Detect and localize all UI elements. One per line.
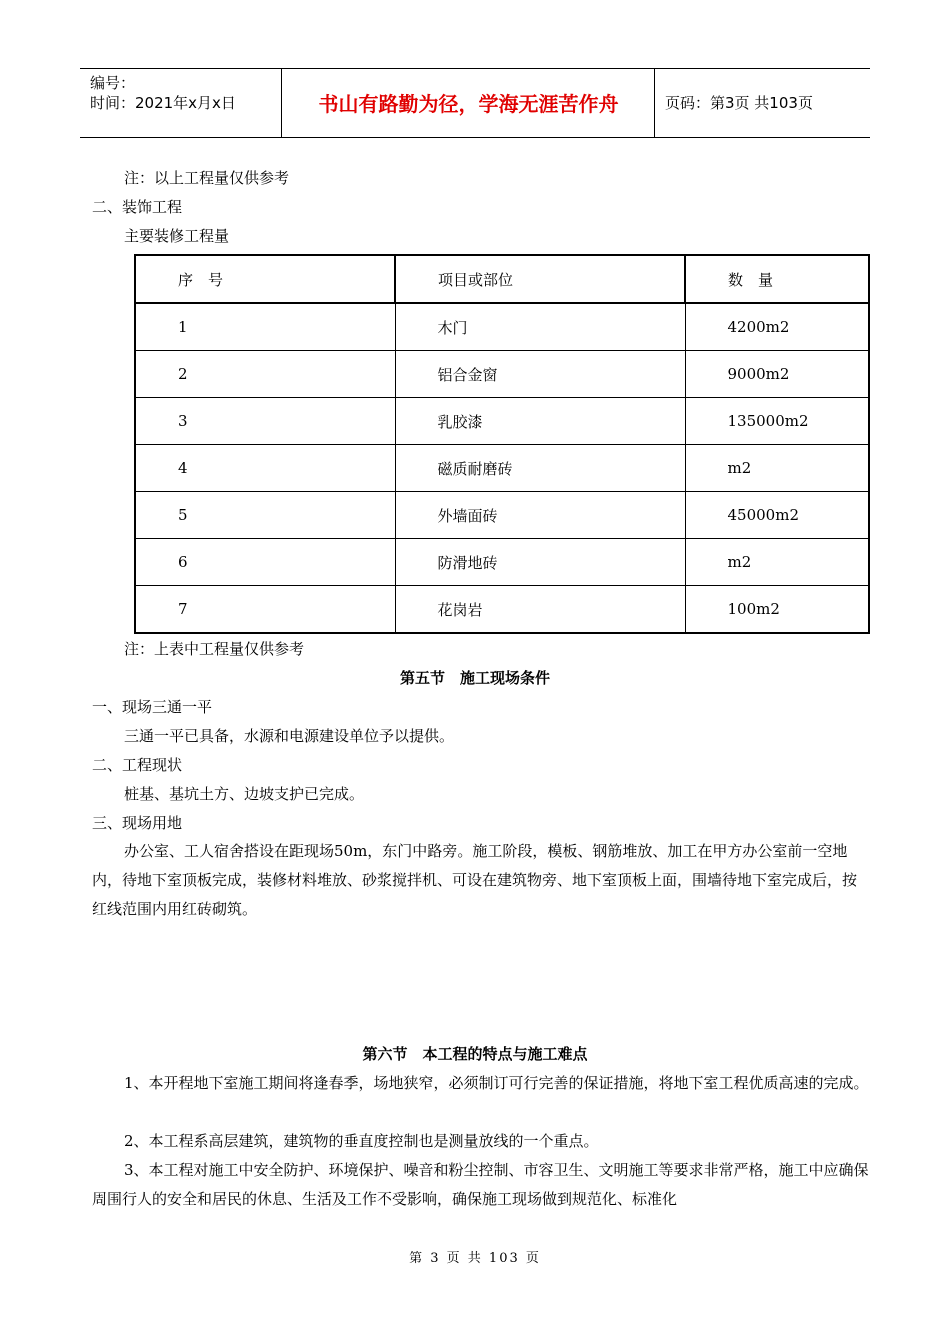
page-header: [80, 68, 870, 138]
section6-paragraph-3: 3、本工程对施工中安全防护、环境保护、噪音和粉尘控制、市容卫生、文明施工等要求非常严格，施工中应确保周围行人的安全和居民的休息、生活及工作不受影响，确保施工现场做到规范化、标准化: [92, 1161, 869, 1208]
table-row: [135, 303, 869, 351]
header-cell: 项目或部位: [395, 255, 685, 303]
table-row: [135, 492, 869, 539]
table-cell: 5: [135, 492, 395, 539]
table-cell: 100m2: [685, 586, 869, 634]
table-header-row: [135, 255, 869, 303]
table-cell: 4200m2: [685, 303, 869, 351]
note-2: 注：上表中工程量仅供参考: [124, 640, 305, 658]
table-row: [135, 586, 869, 634]
header-page-label: 页码：第3页 共103页: [665, 94, 813, 112]
section5-paragraph-1: 三通一平已具备，水源和电源建设单位予以提供。: [124, 727, 455, 745]
quantity-table: [134, 254, 870, 634]
table-row: [135, 445, 869, 492]
table-caption: 主要装修工程量: [124, 227, 230, 245]
section5-heading-1: 一、现场三通一平: [92, 698, 213, 716]
code-label: 编号：: [90, 74, 136, 92]
table-cell: 乳胶漆: [395, 398, 685, 445]
section6-paragraph-1: 1、本开程地下室施工期间将逢春季，场地狭窄，必须制订可行完善的保证措施，将地下室工程优质高速的完成。: [124, 1074, 869, 1092]
table-cell: 花岗岩: [395, 586, 685, 634]
table-cell: 外墙面砖: [395, 492, 685, 539]
table-cell: 7: [135, 586, 395, 634]
table-cell: 6: [135, 539, 395, 586]
section6-title: 第六节 本工程的特点与施工难点: [362, 1045, 588, 1063]
table-row: [135, 398, 869, 445]
table-cell: 135000m2: [685, 398, 869, 445]
note-1: 注：以上工程量仅供参考: [124, 169, 290, 187]
table-cell: 木门: [395, 303, 685, 351]
section5-heading-3: 三、现场用地: [92, 814, 183, 832]
table-row: [135, 351, 869, 398]
table-cell: 铝合金窗: [395, 351, 685, 398]
header-cell: 序 号: [135, 255, 395, 303]
header-cell: 数 量: [685, 255, 869, 303]
table-cell: m2: [685, 445, 869, 492]
header-left: [90, 73, 236, 113]
table-cell: 45000m2: [685, 492, 869, 539]
section5-title: 第五节 施工现场条件: [399, 669, 550, 687]
table-cell: 磁质耐磨砖: [395, 445, 685, 492]
date-label: 时间：2021年x月x日: [90, 94, 236, 112]
table-cell: 9000m2: [685, 351, 869, 398]
table-cell: 3: [135, 398, 395, 445]
section5-heading-2: 二、工程现状: [92, 756, 183, 774]
table-cell: 1: [135, 303, 395, 351]
header-motto: 书山有路勤为径，学海无涯苦作舟: [318, 92, 619, 116]
section5-paragraph-2: 桩基、基坑土方、边坡支护已完成。: [124, 785, 365, 803]
table-cell: m2: [685, 539, 869, 586]
section5-paragraph-3: 办公室、工人宿舍搭设在距现场50m，东门中路旁。施工阶段，模板、钢筋堆放、加工在甲方办公室前一空地内，待地下室顶板完成，装修材料堆放、砂浆搅拌机、可设在建筑物旁、地下室顶板上面，围墙待地下室完成后，按红线范围内用红砖砌筑。: [92, 842, 858, 918]
section-title-decoration: 二、装饰工程: [92, 198, 183, 216]
table-cell: 防滑地砖: [395, 539, 685, 586]
table-row: [135, 539, 869, 586]
table-cell: 4: [135, 445, 395, 492]
page-footer: 第 3 页 共 103 页: [409, 1251, 541, 1266]
section6-paragraph-2: 2、本工程系高层建筑，建筑物的垂直度控制也是测量放线的一个重点。: [124, 1132, 599, 1150]
table-cell: 2: [135, 351, 395, 398]
